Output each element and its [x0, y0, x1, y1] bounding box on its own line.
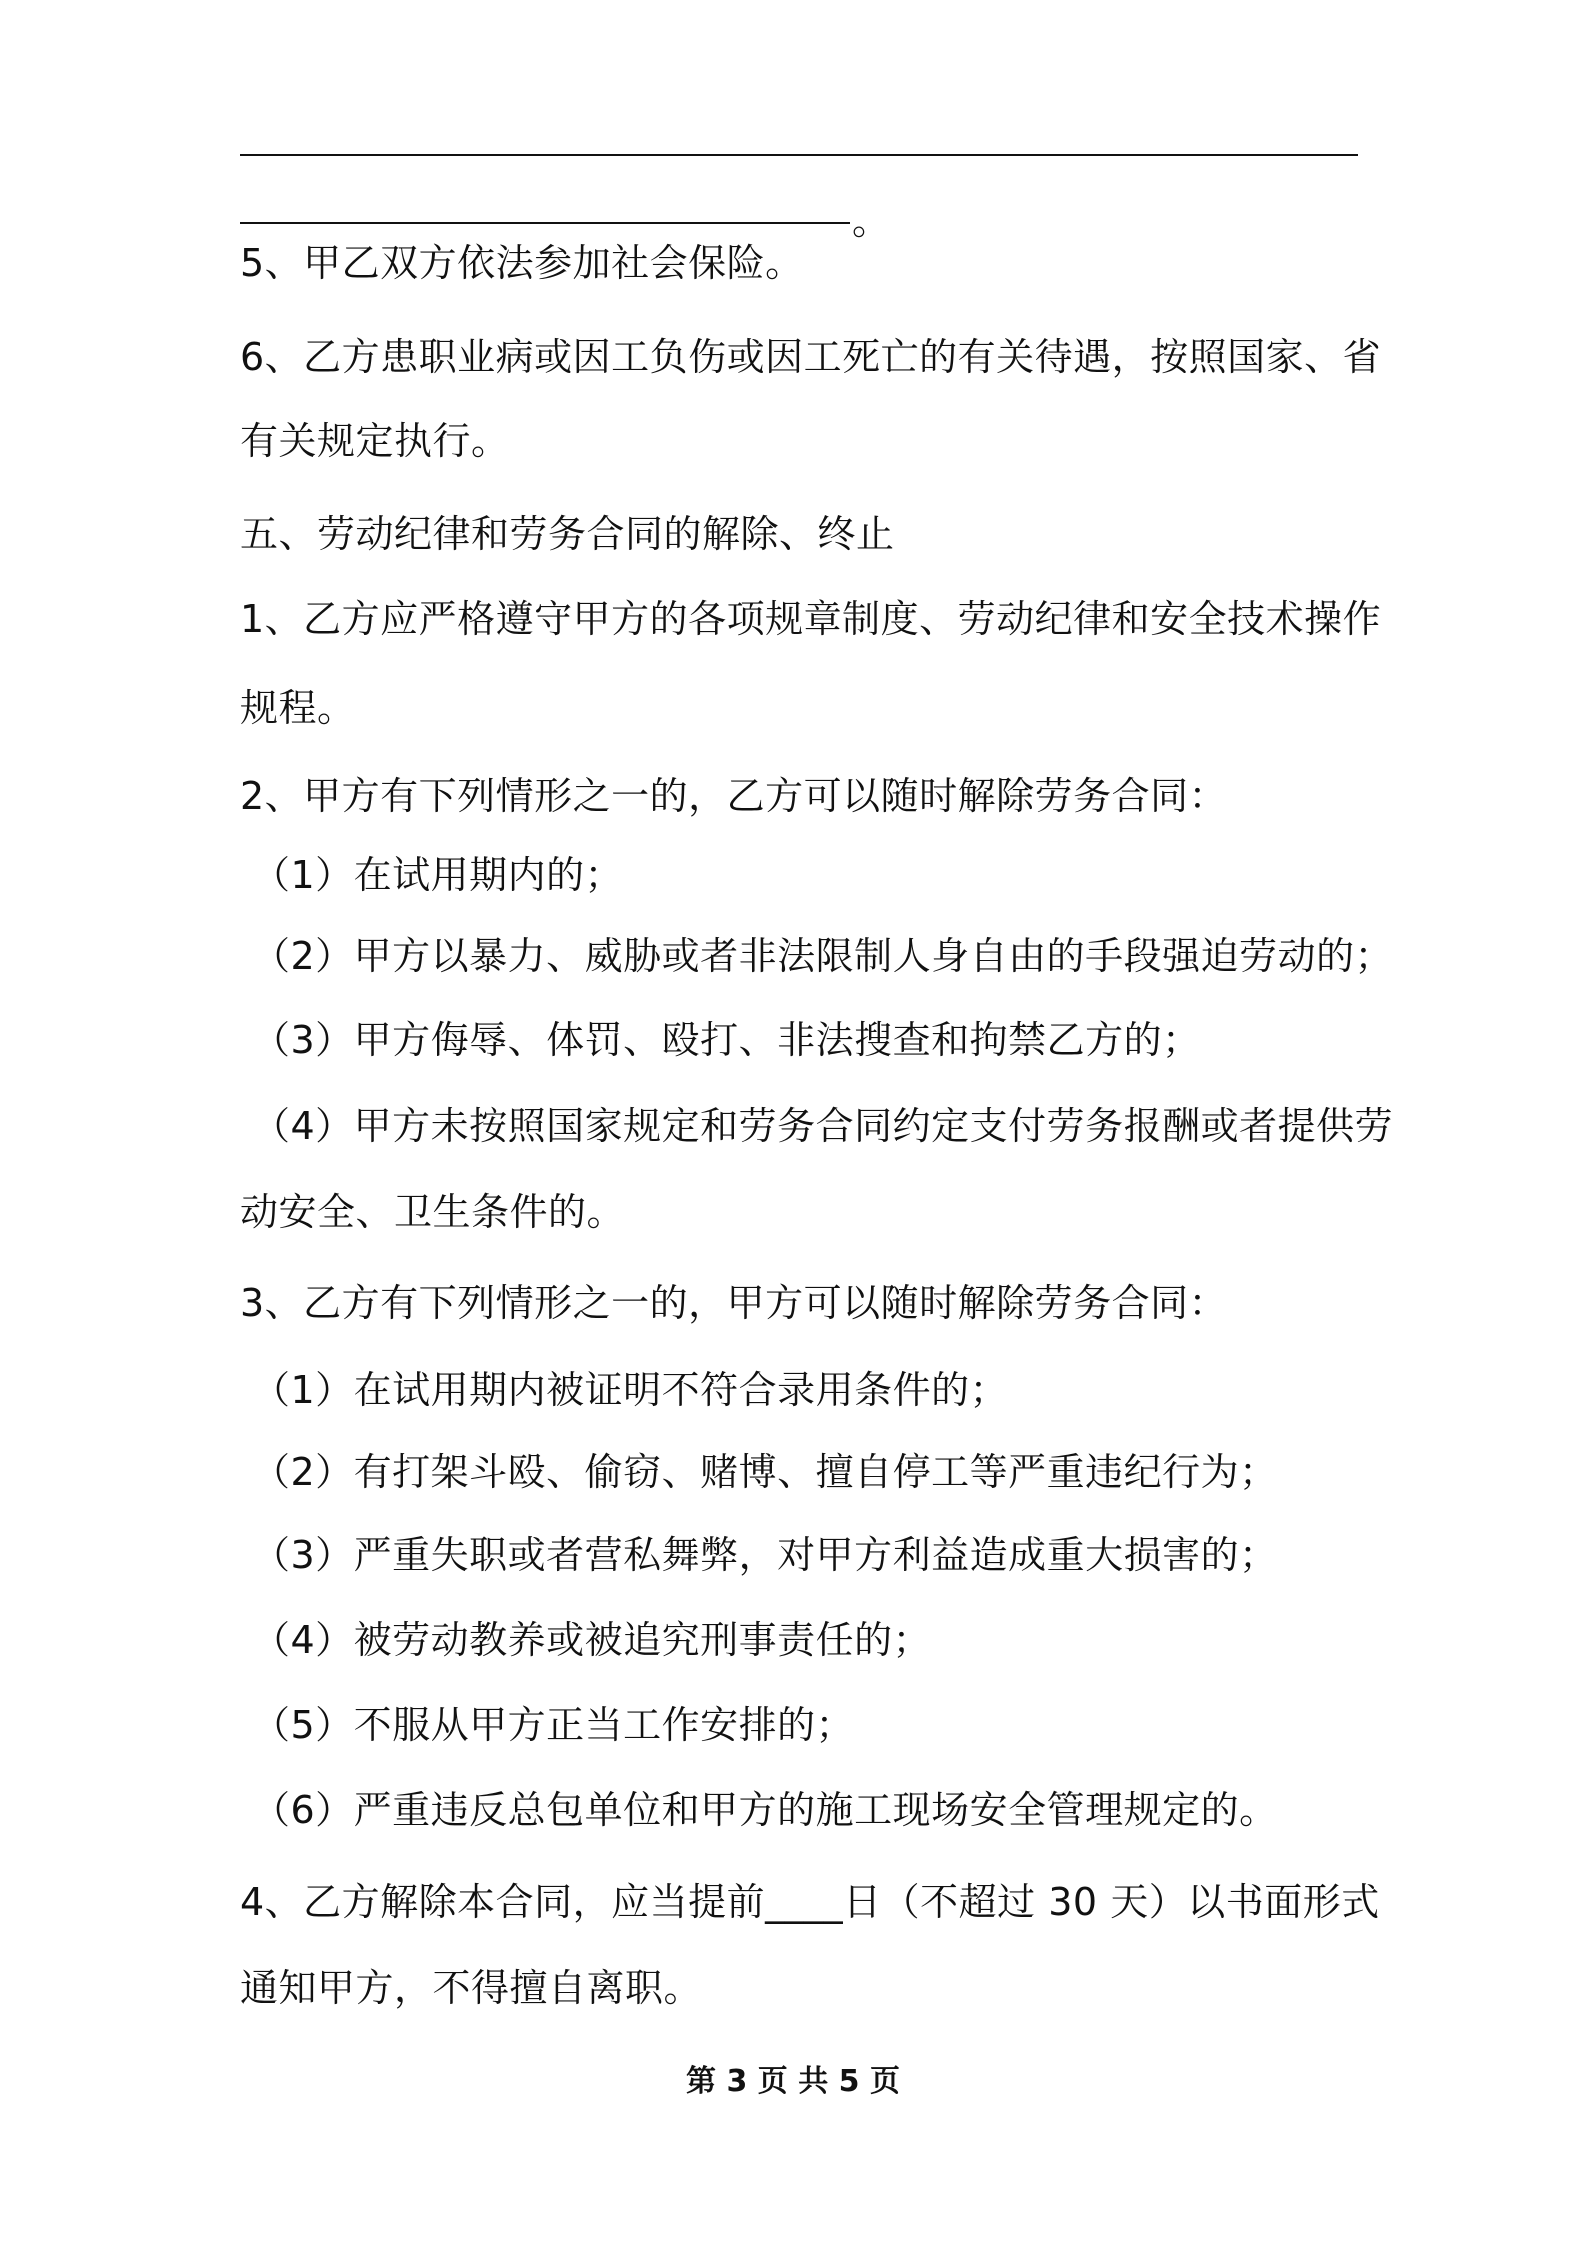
text-line: （1）在试用期内被证明不符合录用条件的； — [252, 1368, 1009, 1412]
top-fill-line — [240, 154, 1358, 156]
text-line: 2、甲方有下列情形之一的，乙方可以随时解除劳务合同： — [240, 774, 1228, 818]
text-line: （2）有打架斗殴、偷窃、赌博、擅自停工等严重违纪行为； — [252, 1450, 1278, 1494]
text-line: 6、乙方患职业病或因工负伤或因工死亡的有关待遇，按照国家、省 — [240, 335, 1382, 379]
text-line: 五、劳动纪律和劳务合同的解除、终止 — [240, 512, 895, 556]
text-line: （3）甲方侮辱、体罚、殴打、非法搜查和拘禁乙方的； — [252, 1018, 1201, 1062]
text-line: （5）不服从甲方正当工作安排的； — [252, 1703, 855, 1747]
text-line: （4）被劳动教养或被追究刑事责任的； — [252, 1618, 932, 1662]
text-line: 有关规定执行。 — [240, 419, 510, 463]
text-line: （4）甲方未按照国家规定和劳务合同约定支付劳务报酬或者提供劳 — [252, 1104, 1394, 1148]
text-line: 动安全、卫生条件的。 — [240, 1190, 626, 1234]
text-line: （1）在试用期内的； — [252, 853, 624, 897]
blank-fill-line — [240, 222, 850, 224]
blank-line-period: 。 — [852, 199, 891, 243]
text-line: 5、甲乙双方依法参加社会保险。 — [240, 241, 804, 285]
text-line: （2）甲方以暴力、威胁或者非法限制人身自由的手段强迫劳动的； — [252, 934, 1394, 978]
text-line: 4、乙方解除本合同，应当提前____日（不超过 30 天）以书面形式 — [240, 1880, 1380, 1924]
text-line: 3、乙方有下列情形之一的，甲方可以随时解除劳务合同： — [240, 1281, 1228, 1325]
text-line: 规程。 — [240, 686, 356, 730]
text-line: （3）严重失职或者营私舞弊，对甲方利益造成重大损害的； — [252, 1533, 1278, 1577]
text-line: （6）严重违反总包单位和甲方的施工现场安全管理规定的。 — [252, 1788, 1278, 1832]
page-number-footer: 第 3 页 共 5 页 — [686, 2064, 900, 2099]
text-line: 1、乙方应严格遵守甲方的各项规章制度、劳动纪律和安全技术操作 — [240, 597, 1382, 641]
text-line: 通知甲方，不得擅自离职。 — [240, 1966, 703, 2010]
